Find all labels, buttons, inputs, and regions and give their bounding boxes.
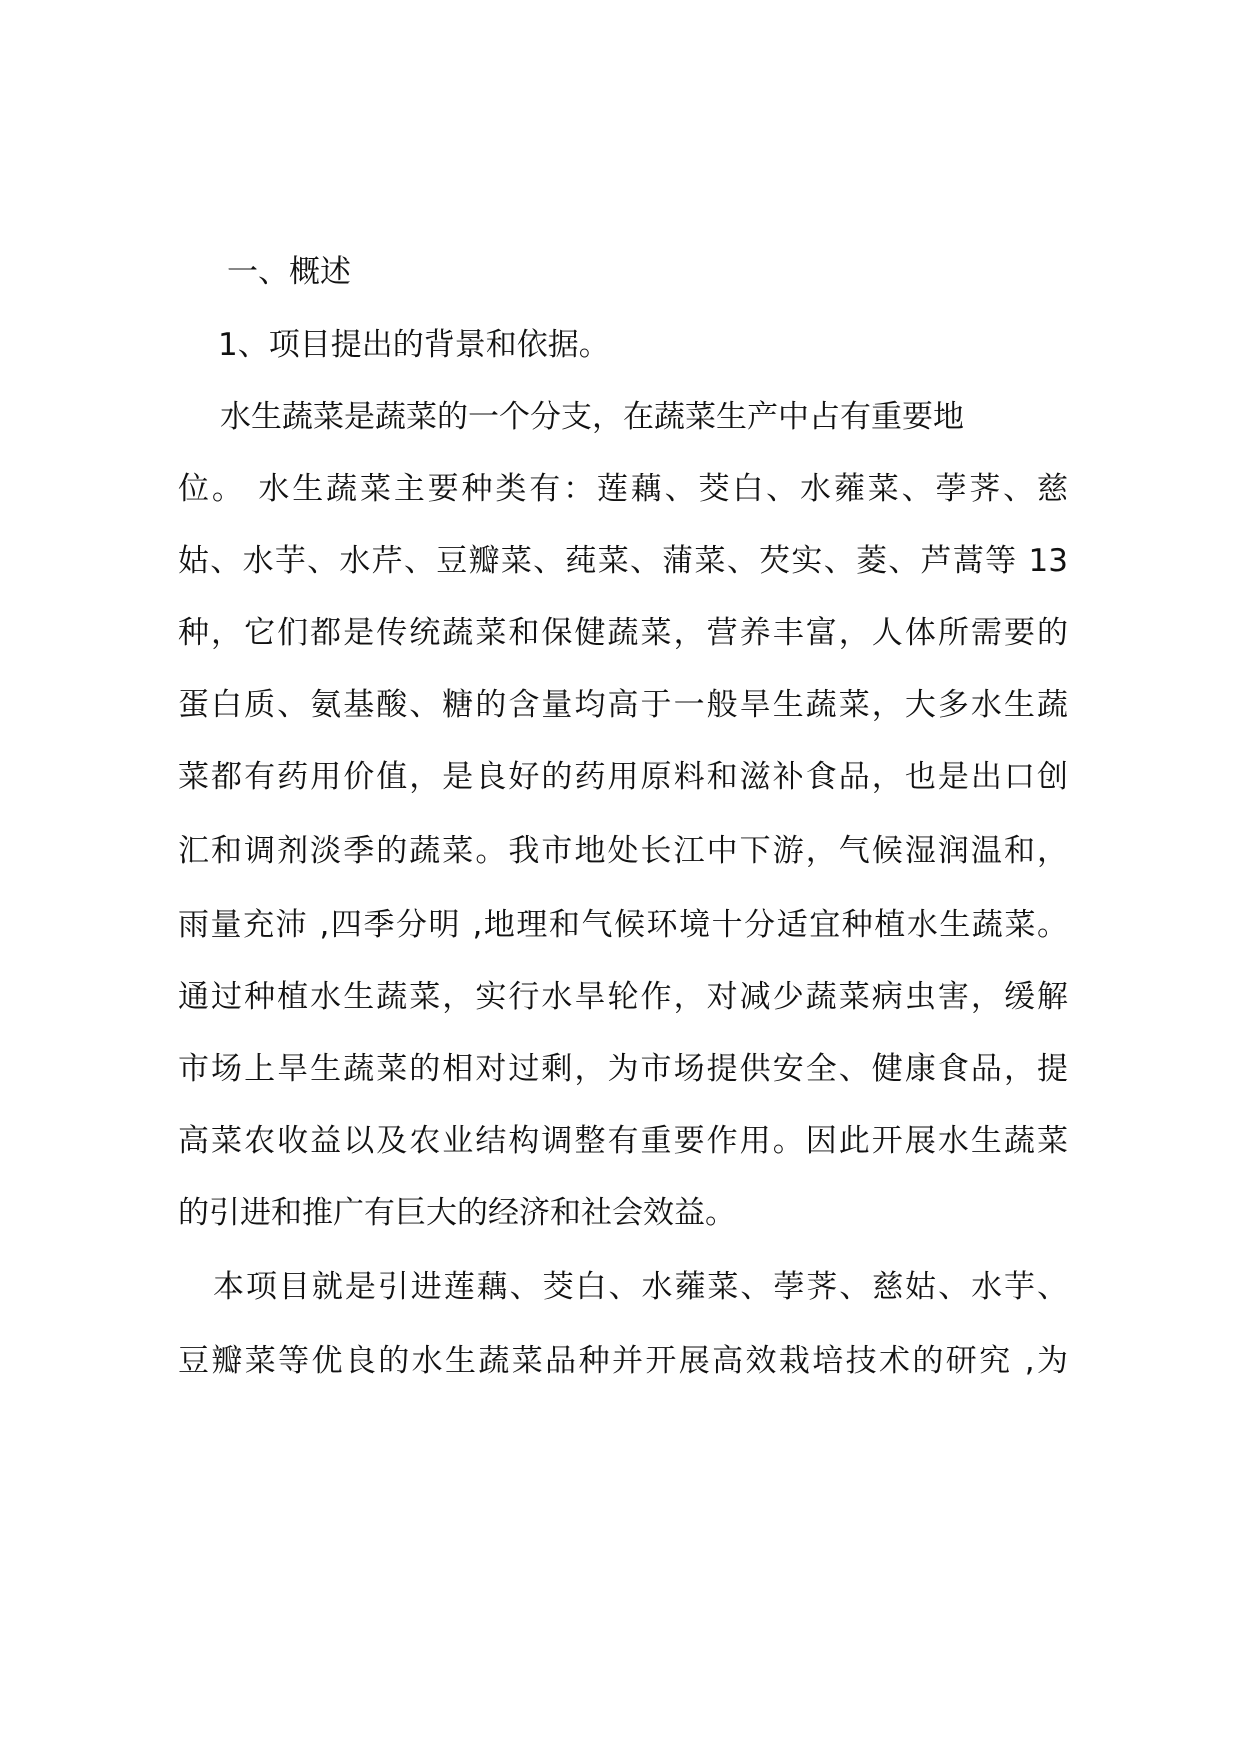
paragraph-line: 姑、水芋、水芹、豆瓣菜、莼菜、蒲菜、芡实、菱、芦蒿等 13 xyxy=(178,543,1068,579)
paragraph-line: 市场上旱生蔬菜的相对过剩，为市场提供安全、健康食品，提 xyxy=(178,1051,1068,1087)
paragraph-line: 雨量充沛 ,四季分明 ,地理和气候环境十分适宜种植水生蔬菜。 xyxy=(178,907,1068,943)
paragraph-line: 高菜农收益以及农业结构调整有重要作用。因此开展水生蔬菜 xyxy=(178,1123,1068,1159)
section-heading: 一、概述 xyxy=(227,254,351,290)
paragraph-line: 通过种植水生蔬菜，实行水旱轮作，对减少蔬菜病虫害，缓解 xyxy=(178,979,1068,1015)
paragraph-line: 蛋白质、氨基酸、糖的含量均高于一般旱生蔬菜，大多水生蔬 xyxy=(178,687,1068,723)
paragraph-line: 豆瓣菜等优良的水生蔬菜品种并开展高效栽培技术的研究 ,为 xyxy=(178,1343,1068,1379)
subsection-heading: 1、项目提出的背景和依据。 xyxy=(218,327,610,363)
paragraph-line: 本项目就是引进莲藕、茭白、水蕹菜、荸荠、慈姑、水芋、 xyxy=(213,1269,1068,1305)
paragraph-line: 菜都有药用价值，是良好的药用原料和滋补食品，也是出口创 xyxy=(178,759,1068,795)
paragraph-line: 位。 水生蔬菜主要种类有：莲藕、茭白、水蕹菜、荸荠、慈 xyxy=(178,471,1068,507)
paragraph-line: 的引进和推广有巨大的经济和社会效益。 xyxy=(178,1195,736,1231)
paragraph-line: 水生蔬菜是蔬菜的一个分支，在蔬菜生产中占有重要地 xyxy=(220,399,964,435)
paragraph-line: 汇和调剂淡季的蔬菜。我市地处长江中下游，气候湿润温和， xyxy=(178,833,1068,869)
paragraph-line: 种，它们都是传统蔬菜和保健蔬菜，营养丰富，人体所需要的 xyxy=(178,615,1068,651)
